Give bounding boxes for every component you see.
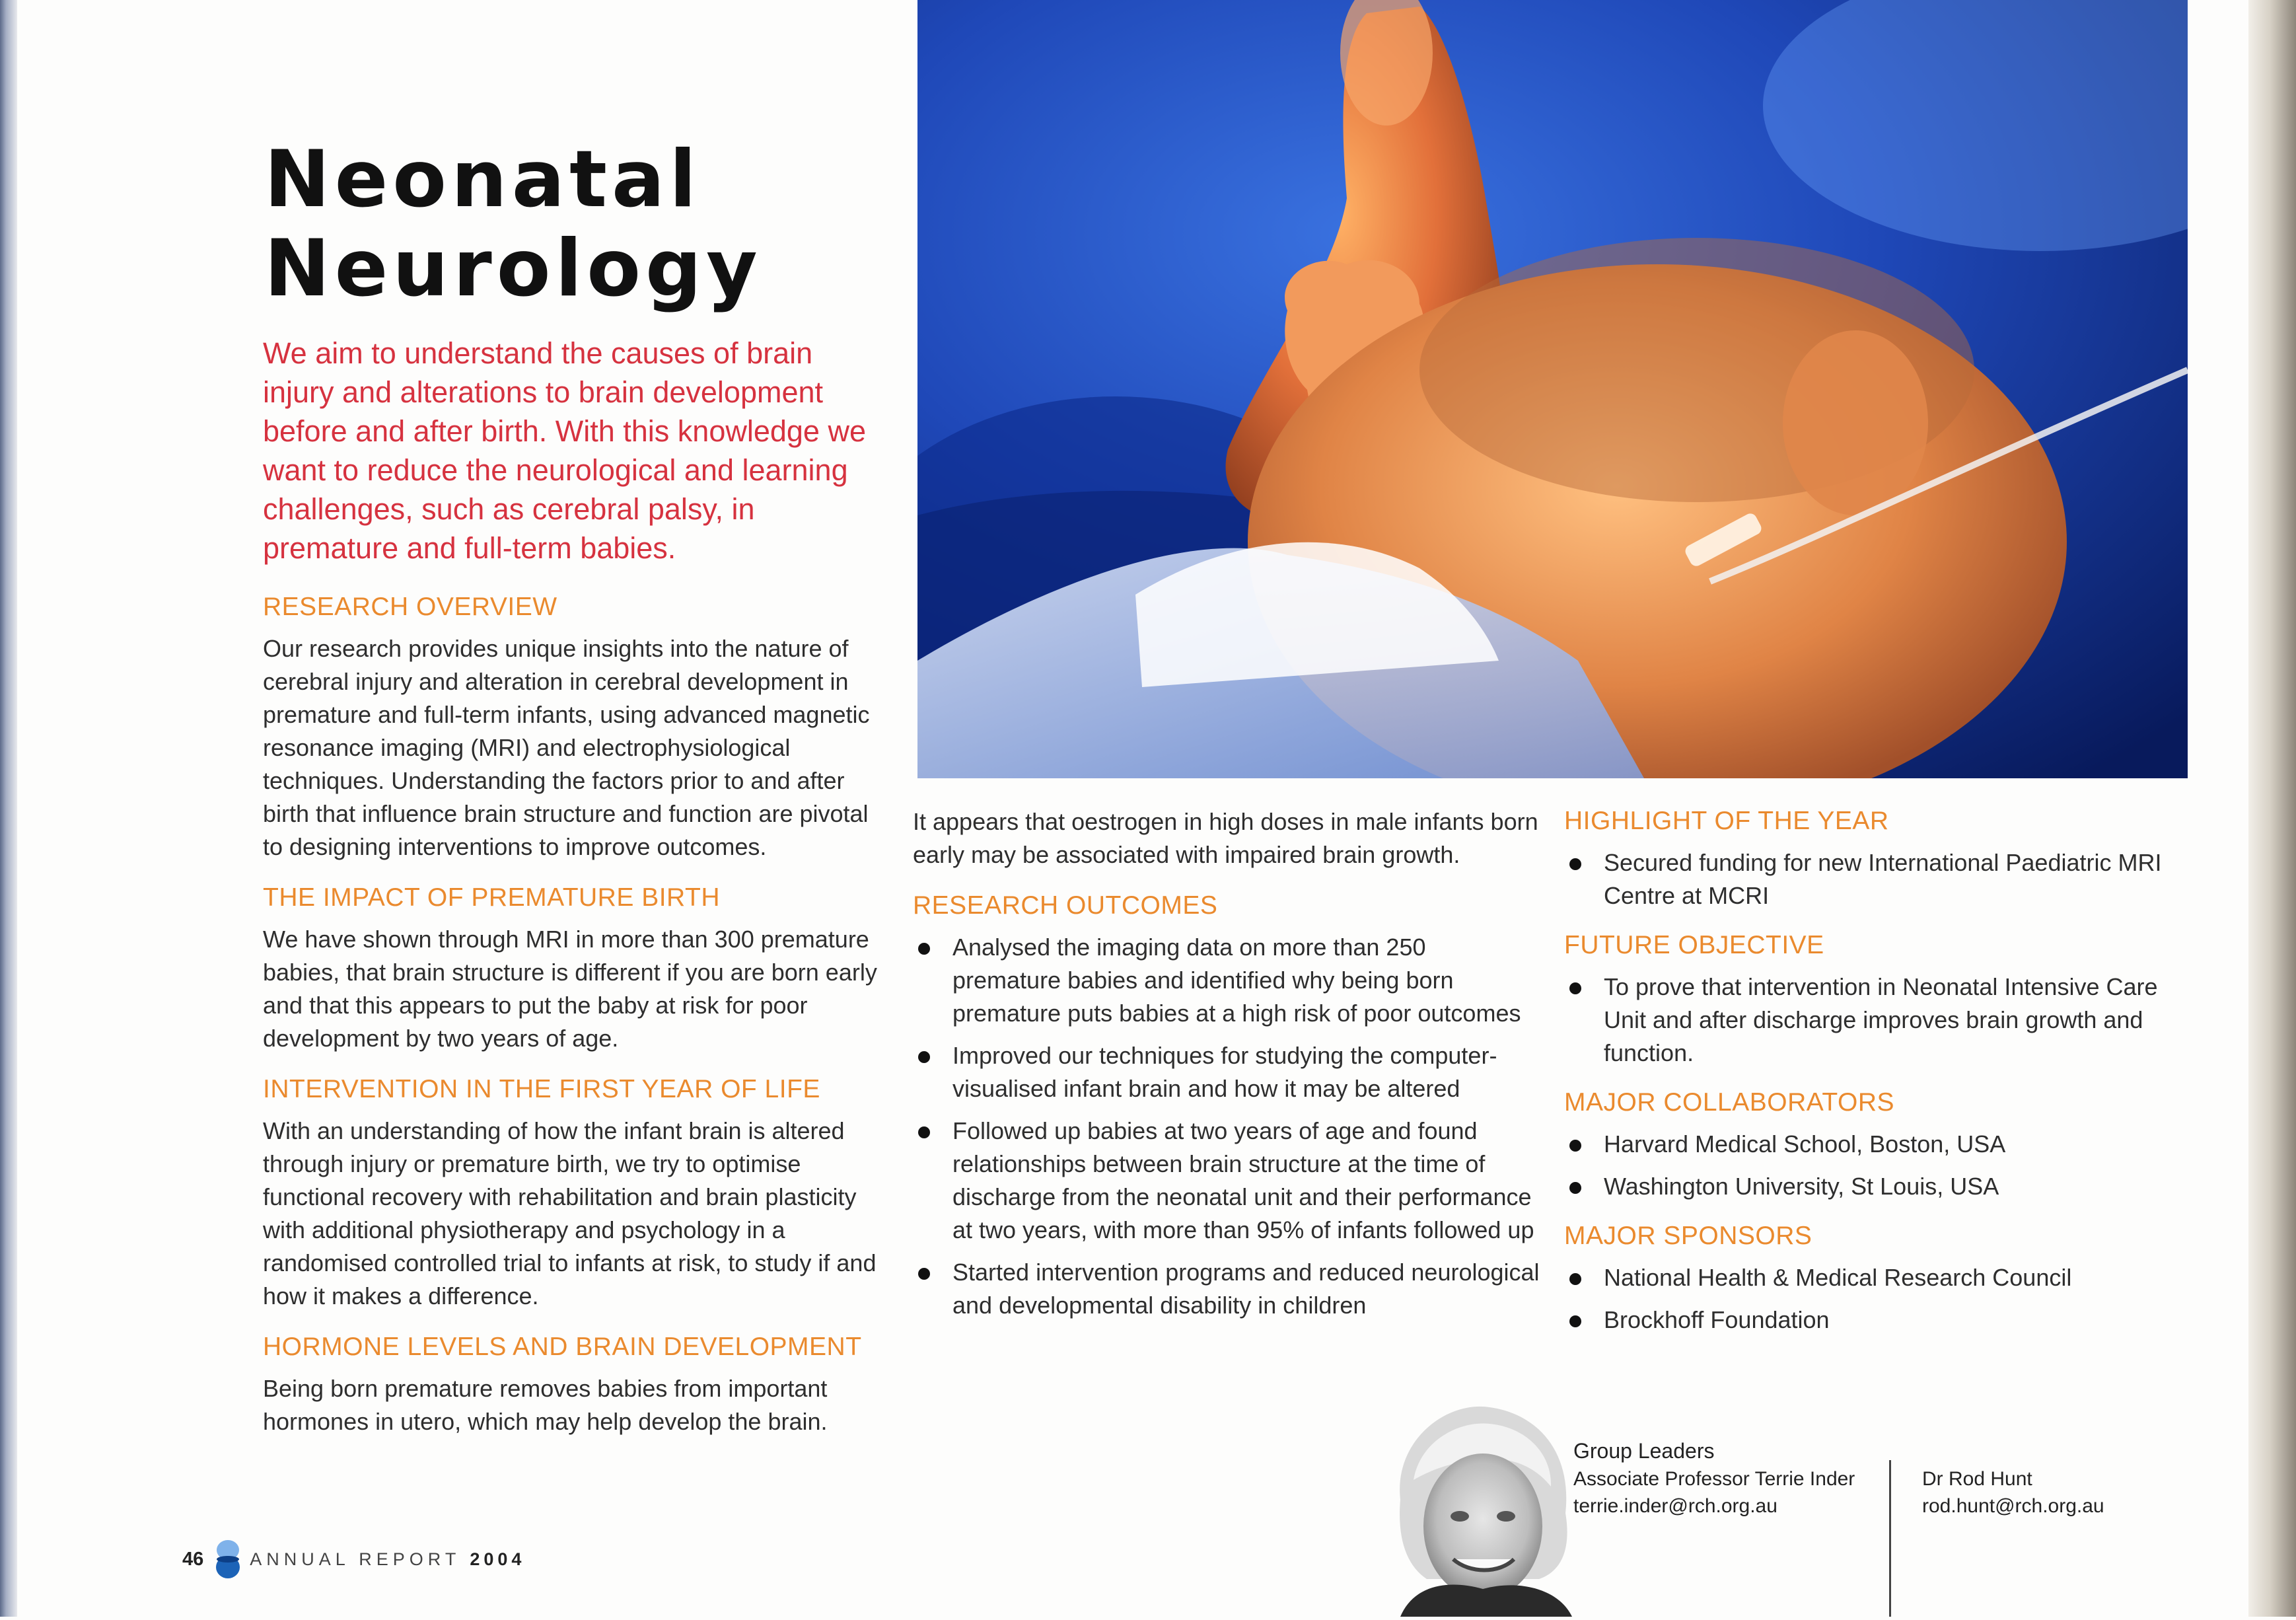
neonatal-photo xyxy=(917,0,2188,778)
bullet-icon xyxy=(1569,858,1581,870)
leader-email: terrie.inder@rch.org.au xyxy=(1573,1495,1777,1517)
impact-heading: THE IMPACT OF PREMATURE BIRTH xyxy=(263,883,720,912)
bullet-icon xyxy=(1569,1182,1581,1194)
highlight-heading: HIGHLIGHT OF THE YEAR xyxy=(1564,807,1889,835)
bullet-icon xyxy=(918,1268,930,1280)
intervention-text: With an understanding of how the infant brain is altered through injury or premature birth, we try to optimise functional recovery with rehabilitation and brain plasticity with additional physiotherapy and psychology in a randomised controlled trial to infants at risk, to study if and how it makes a difference. xyxy=(263,1117,877,1309)
research-overview-heading: RESEARCH OVERVIEW xyxy=(263,593,557,621)
report-year: 2004 xyxy=(470,1549,526,1569)
future-objective-heading: FUTURE OBJECTIVE xyxy=(1564,931,1824,959)
sponsors-list xyxy=(1564,1261,2185,1337)
list-item xyxy=(913,1115,1540,1247)
page-number: 46 xyxy=(182,1548,204,1570)
hormone-text: Being born premature removes babies from important hormones in utero, which may help develop the brain. xyxy=(263,1375,828,1435)
list-item-text: National Health & Medical Research Council xyxy=(1604,1264,2072,1291)
leader-name: Associate Professor Terrie Inder xyxy=(1573,1468,1855,1490)
list-item-text: Washington University, St Louis, USA xyxy=(1604,1173,1999,1200)
list-item-text: Improved our techniques for studying the computer-visualised infant brain and how it may be altered xyxy=(952,1042,1497,1102)
highlight-list xyxy=(1564,846,2185,912)
list-item-text: Followed up babies at two years of age and found relationships between brain structure at the time of discharge from the neonatal unit and their performance at two years, with more than 95% of infants followed up xyxy=(952,1117,1534,1243)
page-spine-left xyxy=(0,0,17,1617)
hormone-heading: HORMONE LEVELS AND BRAIN DEVELOPMENT xyxy=(263,1333,862,1361)
intro-statement: We aim to understand the causes of brain injury and alterations to brain development before and after birth. With this knowledge we want to reduce the neurological and learning challenges, such as cerebral palsy, in premature and full-term babies. xyxy=(263,336,866,565)
bullet-icon xyxy=(1569,1140,1581,1152)
bullet-icon xyxy=(918,1051,930,1063)
list-item xyxy=(1564,1261,2185,1294)
page-spine-right xyxy=(2248,0,2296,1617)
bullet-icon xyxy=(1569,1315,1581,1327)
leader-email: rod.hunt@rch.org.au xyxy=(1922,1495,2104,1517)
research-outcomes-list xyxy=(913,931,1540,1322)
list-item xyxy=(1564,1128,2185,1161)
list-item-text: Brockhoff Foundation xyxy=(1604,1306,1830,1333)
list-item-text: Started intervention programs and reduced neurological and developmental disability in children xyxy=(952,1259,1540,1319)
bullet-icon xyxy=(1569,1273,1581,1285)
title-line-2: Neurology xyxy=(264,223,762,314)
right-column xyxy=(1564,805,2185,1354)
left-column xyxy=(263,591,884,1457)
list-item xyxy=(1564,1304,2185,1337)
hormone-continuation-text: It appears that oestrogen in high doses in male infants born early may be associated with impaired brain growth. xyxy=(913,808,1538,868)
report-label: ANNUAL REPORT xyxy=(250,1549,461,1569)
research-overview-text: Our research provides unique insights into the nature of cerebral injury and alteration in cerebral development in premature and full-term infants, using advanced magnetic resonance imaging (MRI) and electrophysiological techniques. Understanding the factors prior to and after birth that influence brain structure and function are pivotal to designing interventions to improve outcomes. xyxy=(263,635,870,860)
collaborators-list xyxy=(1564,1128,2185,1203)
research-outcomes-heading: RESEARCH OUTCOMES xyxy=(913,891,1218,920)
list-item-text: Secured funding for new International Paediatric MRI Centre at MCRI xyxy=(1604,849,2162,909)
list-item xyxy=(1564,846,2185,912)
title-line-1: Neonatal xyxy=(264,134,701,225)
collaborators-heading: MAJOR COLLABORATORS xyxy=(1564,1088,1894,1117)
list-item xyxy=(913,1039,1540,1105)
middle-column xyxy=(913,805,1540,1339)
future-objective-list xyxy=(1564,971,2185,1070)
group-leader-portrait xyxy=(1374,1401,1592,1617)
group-leader-2 xyxy=(1922,1465,2104,1520)
list-item xyxy=(1564,1170,2185,1203)
group-leaders-title: Group Leaders xyxy=(1573,1439,1715,1463)
report-logo-icon xyxy=(215,1539,240,1580)
group-leader-1 xyxy=(1573,1465,1855,1520)
list-item xyxy=(913,931,1540,1030)
list-item-text: Harvard Medical School, Boston, USA xyxy=(1604,1130,2006,1158)
list-item-text: To prove that intervention in Neonatal Intensive Care Unit and after discharge improves brain growth and function. xyxy=(1604,973,2158,1066)
bullet-icon xyxy=(918,1126,930,1138)
bullet-icon xyxy=(918,943,930,955)
list-item-text: Analysed the imaging data on more than 250 premature babies and identified why being born premature puts babies at a high risk of poor outcomes xyxy=(952,934,1521,1027)
list-item xyxy=(1564,971,2185,1070)
page-footer xyxy=(182,1539,525,1579)
intervention-heading: INTERVENTION IN THE FIRST YEAR OF LIFE xyxy=(263,1075,820,1103)
sponsors-heading: MAJOR SPONSORS xyxy=(1564,1222,1812,1250)
leader-name: Dr Rod Hunt xyxy=(1922,1468,2032,1490)
page-title xyxy=(264,135,762,314)
list-item xyxy=(913,1256,1540,1322)
impact-text: We have shown through MRI in more than 300 premature babies, that brain structure is different if you are born early and that this appears to put the baby at risk for poor development by two years of age. xyxy=(263,926,877,1052)
leader-divider xyxy=(1889,1460,1891,1617)
bullet-icon xyxy=(1569,982,1581,994)
